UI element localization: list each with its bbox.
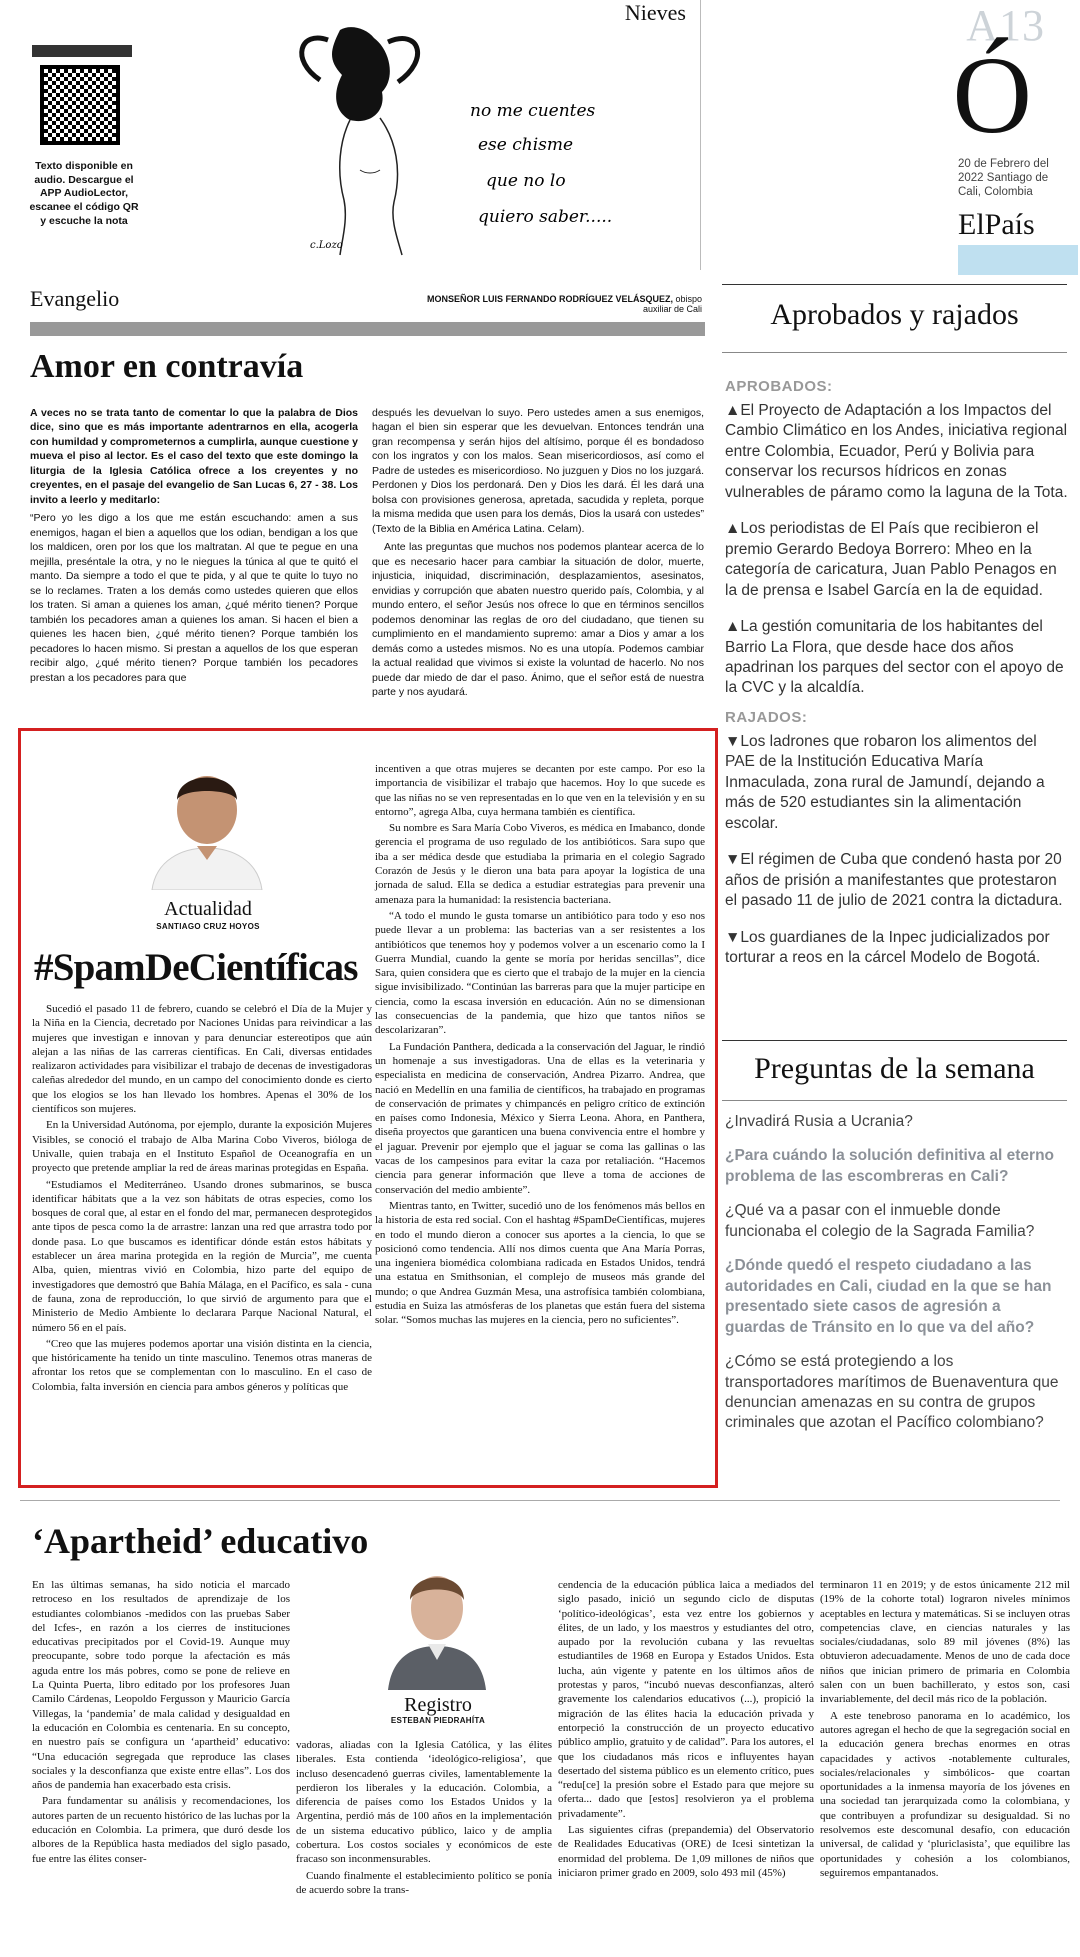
arrow-down-icon: ▼ xyxy=(725,928,741,946)
preguntas-list xyxy=(725,1112,1065,1434)
actualidad-paragraph: Mientras tanto, en Twitter, sucedió uno de los fenómenos más bellos en la historia de esta red social. Con el hashtag #SpamDeCientíficas, mujeres en todo el mundo dieron a conocer sus aportes a la ciencia, lo que se posicionó como tendencia. Allí nos dimos cuenta que Ana María Porras, una ingeniera biomédica colombiana radicada en Estados Unidos, tendrá una estatua en Smithsonian, el complejo de museos más grande del mundo; o que Andrea Guzmán Mesa, una astrofísica también colombiana, estudia en Suiza las atmósferas de los planetas que están fuera del sistema solar. “Somos muchas las mujeres en la ciencia, pero no suficientes”. xyxy=(375,1199,705,1327)
aprobados-rule xyxy=(722,352,1067,353)
registro-author: ESTEBAN PIEDRAHÍTA xyxy=(390,1716,486,1725)
evangelio-column-2 xyxy=(372,406,704,704)
question-item: ¿Qué va a pasar con el inmueble donde funcionaba el colegio de la Sagrada Familia? xyxy=(725,1202,1035,1240)
arrow-down-icon: ▼ xyxy=(725,851,741,869)
registro-paragraph: Para fundamentar su análisis y recomendaciones, los autores parten de un recuento histórico de las luchas por la educación en Colombia. La primera, que duró desde los albores de la República hasta mediados del siglo pasado, fue entre las élites conser- xyxy=(32,1795,290,1865)
evangelio-section-label: Evangelio xyxy=(30,286,120,311)
registro-column-3 xyxy=(558,1578,814,1882)
actualidad-paragraph: “Creo que las mujeres podemos aportar una visión distinta en la ciencia, que históricamente ha tenido un tinte masculino. Tenemos otras maneras de afrontar los retos que se complementan con lo masculino. En el caso de Colombia, falta inversión en ciencia para ambos géneros y políticas que xyxy=(32,1337,372,1393)
cartoon-drawing xyxy=(270,20,690,260)
actualidad-paragraph: “A todo el mundo le gusta tomarse un antibiótico para todo y eso nos puede llevar a un problema: las bacterias van a ser resistentes a los antibióticos que tenemos hoy y podemos volver a un escenario como la I Guerra Mundial, cuando la gente se moría por heridas sencillas”, dice Sara, quien considera que es cierto que el trabajo de la mujer en la ciencia sigue invisibilizado. “Continúan las barreras para que la mujer participe en ciencia, como la escasa inversión en educación. Aún no se dimensionan las consecuencias de la pandemia, que hizo que tantos niños se descolarizaran”. xyxy=(375,909,705,1037)
date-place: 20 de Febrero del 2022 Santiago de Cali, Colombia xyxy=(958,158,1049,198)
evangelio-title: Amor en contravía xyxy=(30,348,304,385)
brand-color-block xyxy=(958,245,1078,275)
evangelio-column-1 xyxy=(30,406,358,689)
section-label-nieves: Nieves xyxy=(624,0,686,25)
registro-paragraph: vadoras, aliadas con la Iglesia Católica, y las élites liberales. Esta contienda ‘ideológico-religiosa’, que incluso desencadenó guerras civiles, lamentablemente la perdieron los liberales y la educación. Colombia, a diferencia de países como los Estados Unidos y la Argentina, perdió más de 100 años en la implementación de un sistema educativo público, laico y de amplia cobertura. Los costos sociales y económicos de este fracaso son inconmensurables. xyxy=(296,1739,552,1866)
registro-column-2 xyxy=(296,1738,552,1899)
cartoon-text-4: quiero saber..... xyxy=(478,207,613,227)
evangelio-lead: A veces no se trata tanto de comentar lo que la palabra de Dios dice, sino que es más importante adentrarnos en ella, acogerla con humildad y comprometernos a cumplirla, aunque cuestione y mueva el piso al lector. Es el caso del texto que este domingo la liturgia de la Iglesia Católica ofrece a los creyentes y no creyentes, en el pasaje del evangelio de San Lucas 6, 27 - 38. Los invito a leerlo y meditarlo: xyxy=(30,407,358,506)
arrow-up-icon: ▲ xyxy=(725,618,741,636)
preguntas-top-rule xyxy=(722,1040,1067,1041)
registro-section-label: Registro xyxy=(404,1694,472,1716)
registro-column-1 xyxy=(32,1578,290,1868)
actualidad-paragraph: “Estudiamos el Mediterráneo. Usando drones submarinos, se busca identificar hábitats que a la vez son hábitats de otras especies, como los bosques de coral que, al estar en el fondo del mar, permanecen desprotegidos ante tipos de pesca como la de arrastre: lanzan una red que arrastra todo por donde pasa. Lo que buscamos es identificar dónde están estos hábitats y establecer un área marina protegida en la región de Murcia”, me cuenta Alba, quien, mientras vivió en Colombia, hizo parte del equipo de investigadores que demostró que Bahía Málaga, en el Pacífico, es sala - cuna de fauna, zona de reproducción, lo que sirvió de argumento para que el Ministerio de Medio Ambiente lo declarara Parque Nacional Natural, el número 56 en el país. xyxy=(32,1178,372,1334)
actualidad-paragraph: Sucedió el pasado 11 de febrero, cuando se celebró el Día de la Mujer y la Niña en la Ciencia, decretado por Naciones Unidas para reivindicar a las mujeres que investigan e innovan y para denunciar estereotipos que aún alejan a las niñas de las carreras científicas. En Cali, diversas entidades realizaron actividades para visibilizar el trabajo de decenas de investigadoras caleñas alrededor del mundo, en un campo del conocimiento donde es cierto que los elogios se los han llevado los hombres. Apenas el 30% de los científicos son mujeres. xyxy=(32,1003,372,1116)
actualidad-author: SANTIAGO CRUZ HOYOS xyxy=(156,922,260,931)
evangelio-paragraph: Ante las preguntas que muchos nos podemos plantear acerca de lo que es necesario hacer para cambiar la situación de dolor, muerte, injusticia, iniquidad, discriminación, desplazamientos, asesinatos, envidias y corrupción que abaten nuestro querido país, Colombia, y al mundo entero, el señor Jesús nos ofrece lo que en términos sencillos podemos denominar las reglas de oro del ciudadano, que tienen su cumplimiento en el mandamiento supremo: amar a Dios y amar a los demás como a ustedes mismos. No es una utopía. Podemos cambiar la actual realidad que vivimos si existe la voluntad de hacerlo. No nos puede dar miedo de dar el paso. Ánimo, que el señor está de nuestra parte y nos ayudará. xyxy=(372,541,704,699)
arrow-up-icon: ▲ xyxy=(725,402,741,419)
preguntas-title: Preguntas de la semana xyxy=(754,1052,1035,1085)
actualidad-paragraph: En la Universidad Autónoma, por ejemplo, durante la exposición Mujeres Visibles, se conoció el trabajo de Alba Marina Cobo Viveros, bióloga de Univalle, quien trabaja en el Instituto Español de Oceanografía en un proyecto que pretende ampliar la red de áreas marinas protegidas en España. xyxy=(32,1119,372,1175)
evangelio-rule xyxy=(30,322,705,336)
cartoon-text-1: no me cuentes xyxy=(470,101,596,121)
cartoon-signature: c.Lozo xyxy=(310,240,343,251)
arrow-down-icon: ▼ xyxy=(725,732,741,750)
approved-label: APROBADOS: xyxy=(725,378,833,395)
arrow-up-icon: ▲ xyxy=(725,520,741,538)
rejected-item: ▼Los ladrones que robaron los alimentos del PAE de la Institución Educativa María Inmaculada, zona rural de Jamundí, dejando a más de 520 estudiantes sin la alimentación escolar. xyxy=(725,732,1045,832)
registro-paragraph: En las últimas semanas, ha sido noticia el marcado retroceso en los resultados de aprendizaje de los estudiantes colombianos -medidos con las pruebas Saber del Icfes-, en razón a los cierres de instituciones educativas precipitados por el Covid-19. Aunque muy preocupante, sobre todo porque la afectación es más aguda entre los más pobres, como se pone de relieve en La Quinta Puerta, libro editado por los profesores Juan Camilo Cárdenas, Leopoldo Fergusson y Mauricio García Villegas, la ‘pandemia’ de mala calidad y desigualdad en la educación en Colombia es centenaria. En su concepto, en nuestro país se configura un ‘apartheid’ educativo: “Una educación segregada que reproduce las clases sociales y la desconfianza que existe entre ellas”. Los dos años de pandemia han exacerbado esta crisis. xyxy=(32,1579,290,1792)
question-item: ¿Para cuándo la solución definitiva al eterno problema de las escombreras en Cali? xyxy=(725,1147,1055,1185)
question-item: ¿Cómo se está protegiendo a los transportadores marítimos de Buenaventura que denuncian amenazas en su contra de grupos criminales que azotan el Pacífico colombiano? xyxy=(725,1353,1059,1432)
actualidad-column-2 xyxy=(375,762,705,1330)
cartoon-text-3: que no lo xyxy=(486,171,566,191)
registro-paragraph: cendencia de la educación pública laica a mediados del siglo pasado, inició un segundo ciclo de disputas ‘político-ideológicas’, esta vez entre los gobiernos y élites, de un lado, y los maestros y estudiantes del otro, aupado por la revolución cubana y las revueltas estudiantiles de 1968 en Europa y Estados Unidos. Esta lucha, aún vigente y patente en los últimos años de protestas y paros, “incubó nuevas desconfianzas, alteró gravemente los calendarios educativos (...), propició la migración de las élites hacia la educación privada y entorpeció la construcción de un proyecto educativo público amplio, gratuito y de calidad”. Para los autores, el que los ciudadanos más ricos e influyentes hayan desertado del sistema público es un elemento crítico, pues “redu[ce] la presión sobre el Estado para que mejore su oferta... dado que [estos] resolvieron ya el problema privadamente”. xyxy=(558,1579,814,1820)
question-item: ¿Invadirá Rusia a Ucrania? xyxy=(725,1113,913,1130)
rejected-label: RAJADOS: xyxy=(725,708,808,726)
registro-title: ‘Apartheid’ educativo xyxy=(32,1521,369,1561)
masthead-divider xyxy=(700,0,701,270)
aprobados-top-rule xyxy=(722,284,1067,285)
author-photo-esteban xyxy=(382,1560,492,1690)
evangelio-paragraph: “Pero yo les digo a los que me están escuchando: amen a sus enemigos, hagan el bien a aquellos que los odian, bendigan a los que los maldicen, oren por los que los maltratan. Al que te pegue en una mejilla, preséntale la otra, y no le niegues la túnica al que te quitó el manto. Da siempre a todo el que te pida, y al que te quite lo tuyo no se lo reclames. Traten a los demás como ustedes quieren que ellos los traten. Si aman a quienes los aman, ¿qué mérito tienen? Porque también los pecadores aman a quienes los aman. Si hacen el bien a quienes les hacen bien, ¿qué mérito tienen? Porque también los pecadores lo hacen mismo. Si prestan a aquellos de los que esperan recibir algo, ¿qué mérito tienen? Porque también los pecadores prestan a los pecadores para que xyxy=(30,512,358,684)
registro-column-4 xyxy=(820,1578,1070,1882)
registro-paragraph: Las siguientes cifras (prepandemia) del Observatorio de Realidades Educativas (ORE) de Icesi sintetizan la enormidad del problema. De 1,09 millones de niños que iniciaron primer grado en 2009, solo 493 mil (45%) xyxy=(558,1824,814,1879)
question-item: ¿Dónde quedó el respeto ciudadano a las autoridades en Cali, ciudad en la que se han presentado siete casos de agresión a guardas de Tránsito en lo que va del año? xyxy=(725,1257,1052,1336)
preguntas-rule xyxy=(722,1100,1067,1101)
paper-name: ElPaís xyxy=(958,208,1035,241)
aprobados-title: Aprobados y rajados xyxy=(770,298,1019,331)
opinion-logo: Ó xyxy=(952,34,1032,156)
actualidad-section-label: Actualidad xyxy=(164,898,252,920)
registro-paragraph: A este tenebroso panorama en lo académico, los autores agregan el hecho de que la segregación social en la educación genera brechas enormes en otras capacidades y activos -notablemente culturales, sociales/relacionales y simbólicos- que coartan oportunidades a la inmensa mayoría de los jóvenes en una sociedad tan jerarquizada como la colombiana, y que contribuyen a profundizar su desigualdad. Si no resolvemos este descomunal desafío, con educación universal, de calidad y ‘pluriclasista’, que equilibre las oportunidades y cohesión a los colombianos, seguiremos empantanados. xyxy=(820,1709,1070,1879)
page-number: A13 xyxy=(966,1,1045,50)
actualidad-title: #SpamDeCientíficas xyxy=(34,946,358,989)
evangelio-author: MONSEÑOR LUIS FERNANDO RODRÍGUEZ VELÁSQUEZ, obispo auxiliar de Cali xyxy=(426,294,702,314)
qr-code[interactable] xyxy=(40,65,120,145)
approved-item: ▲La gestión comunitaria de los habitantes del Barrio La Flora, que desde hace dos años apadrinan los parques del sector con el apoyo de la CVC y la alcaldía. xyxy=(725,618,1064,697)
aprobados-list xyxy=(725,378,1070,968)
audio-note: Texto disponible en audio. Descargue el APP AudioLector, escanee el código QR y escuche la nota xyxy=(29,160,139,227)
rejected-item: ▼El régimen de Cuba que condenó hasta por 20 años de prisión a manifestantes que protestaron el pasado 11 de julio de 2021 contra la dictadura. xyxy=(725,851,1063,910)
approved-item: ▲El Proyecto de Adaptación a los Impactos del Cambio Climático en los Andes, iniciativa regional entre Colombia, Ecuador, Perú y Bolivia para conservar los recursos hídricos en zonas vulnerables de páramo como la laguna de la Tota. xyxy=(725,402,1068,501)
rejected-item: ▼Los guardianes de la Inpec judicializados por torturar a reos en la cárcel Modelo de Bogotá. xyxy=(725,928,1050,966)
actualidad-paragraph: incentiven a que otras mujeres se decanten por este campo. Por eso la importancia de visibilizar el trabajo que hacemos. Hoy lo que sucede es que las niñas no se ven representadas en lo que ven en la televisión y en su entorno”, agrega Alba, cuya hermana también es científica. xyxy=(375,763,705,818)
registro-paragraph: Cuando finalmente el establecimiento político se ponía de acuerdo sobre la trans- xyxy=(296,1869,552,1896)
cartoon-text-2: ese chisme xyxy=(478,135,574,155)
author-photo-santiago xyxy=(142,760,272,890)
actualidad-paragraph: La Fundación Panthera, dedicada a la conservación del Jaguar, le rindió un homenaje a sus investigadoras. Una de ellas es la veterinaria y especialista en medicina de conservación, Andrea Pizarro. Andrea, que nació en Medellín en una familia de científicos, ha trabajado en programas de conservación de primates y chimpancés en peligro crítico de extinción en países como Indonesia, México y Sierra Leona. Ahora, en Panthera, diseña proyectos que garanticen una buena convivencia entre el hombre y el jaguar. Prevenir por ejemplo que el jaguar se coma las gallinas o las vacas de los campesinos para evitar la caza por retaliación. “Hacemos ciencia para generar información que lleve a toma de acciones de conservación del medio ambiente”. xyxy=(375,1040,705,1196)
registro-paragraph: terminaron 11 en 2019; y de estos únicamente 212 mil (19% de la cohorte total) lograron niveles mínimos aceptables en lectura y matemáticas. Si se incluyen otras competencias clave, en ciencias naturales y las sociales/ciudadanas, solo 89 mil jóvenes (8%) las obtuvieron adecuadamente. Menos de uno de cada doce niños que inician primero de primaria en Colombia salen con un buen bachillerato, y estos son, casi invariablemente, del decil más rico de la población. xyxy=(820,1579,1070,1706)
qr-header-bar xyxy=(32,45,132,57)
actualidad-column-1 xyxy=(32,1002,372,1396)
approved-item: ▲Los periodistas de El País que recibieron el premio Gerardo Bedoya Borrero: Mheo en la categoría de caricatura, Juan Pablo Penagos en la de prensa e Isabel García en la de equidad. xyxy=(725,520,1057,599)
actualidad-paragraph: Su nombre es Sara María Cobo Viveros, es médica en Imabanco, donde gerencia el programa de uso regulado de los antibióticos. Sara supo que iba a ser médica desde que estudiaba la primaria en el colegio Sagrado Corazón de Jesús y le dieron una bata para apoyar la logística de una jornada de salud. Ella se dedica a estudiar estrategias para prevenir una amenaza para la humanidad: la resistencia bacteriana. xyxy=(375,822,705,906)
bottom-section-rule xyxy=(20,1500,1060,1501)
evangelio-paragraph: después les devuelvan lo suyo. Pero ustedes amen a sus enemigos, hagan el bien sin esperar que les devuelvan. Entonces tendrán una gran recompensa y serán hijos del altísimo, porque él es bondadoso con los ingratos y con los malos. Sean misericordiosos, así como el Padre de ustedes es misericordioso. No juzguen y Dios no los juzgará. Perdonen y Dios los perdonará. Den y Dios les dará. Él les dará una bolsa con provisiones generosa, apretada, sacudida y repleta, porque la misma medida que usen para los demás, Dios la usará con ustedes” (Texto de la Biblia en América Latina. Celam). xyxy=(372,407,704,535)
